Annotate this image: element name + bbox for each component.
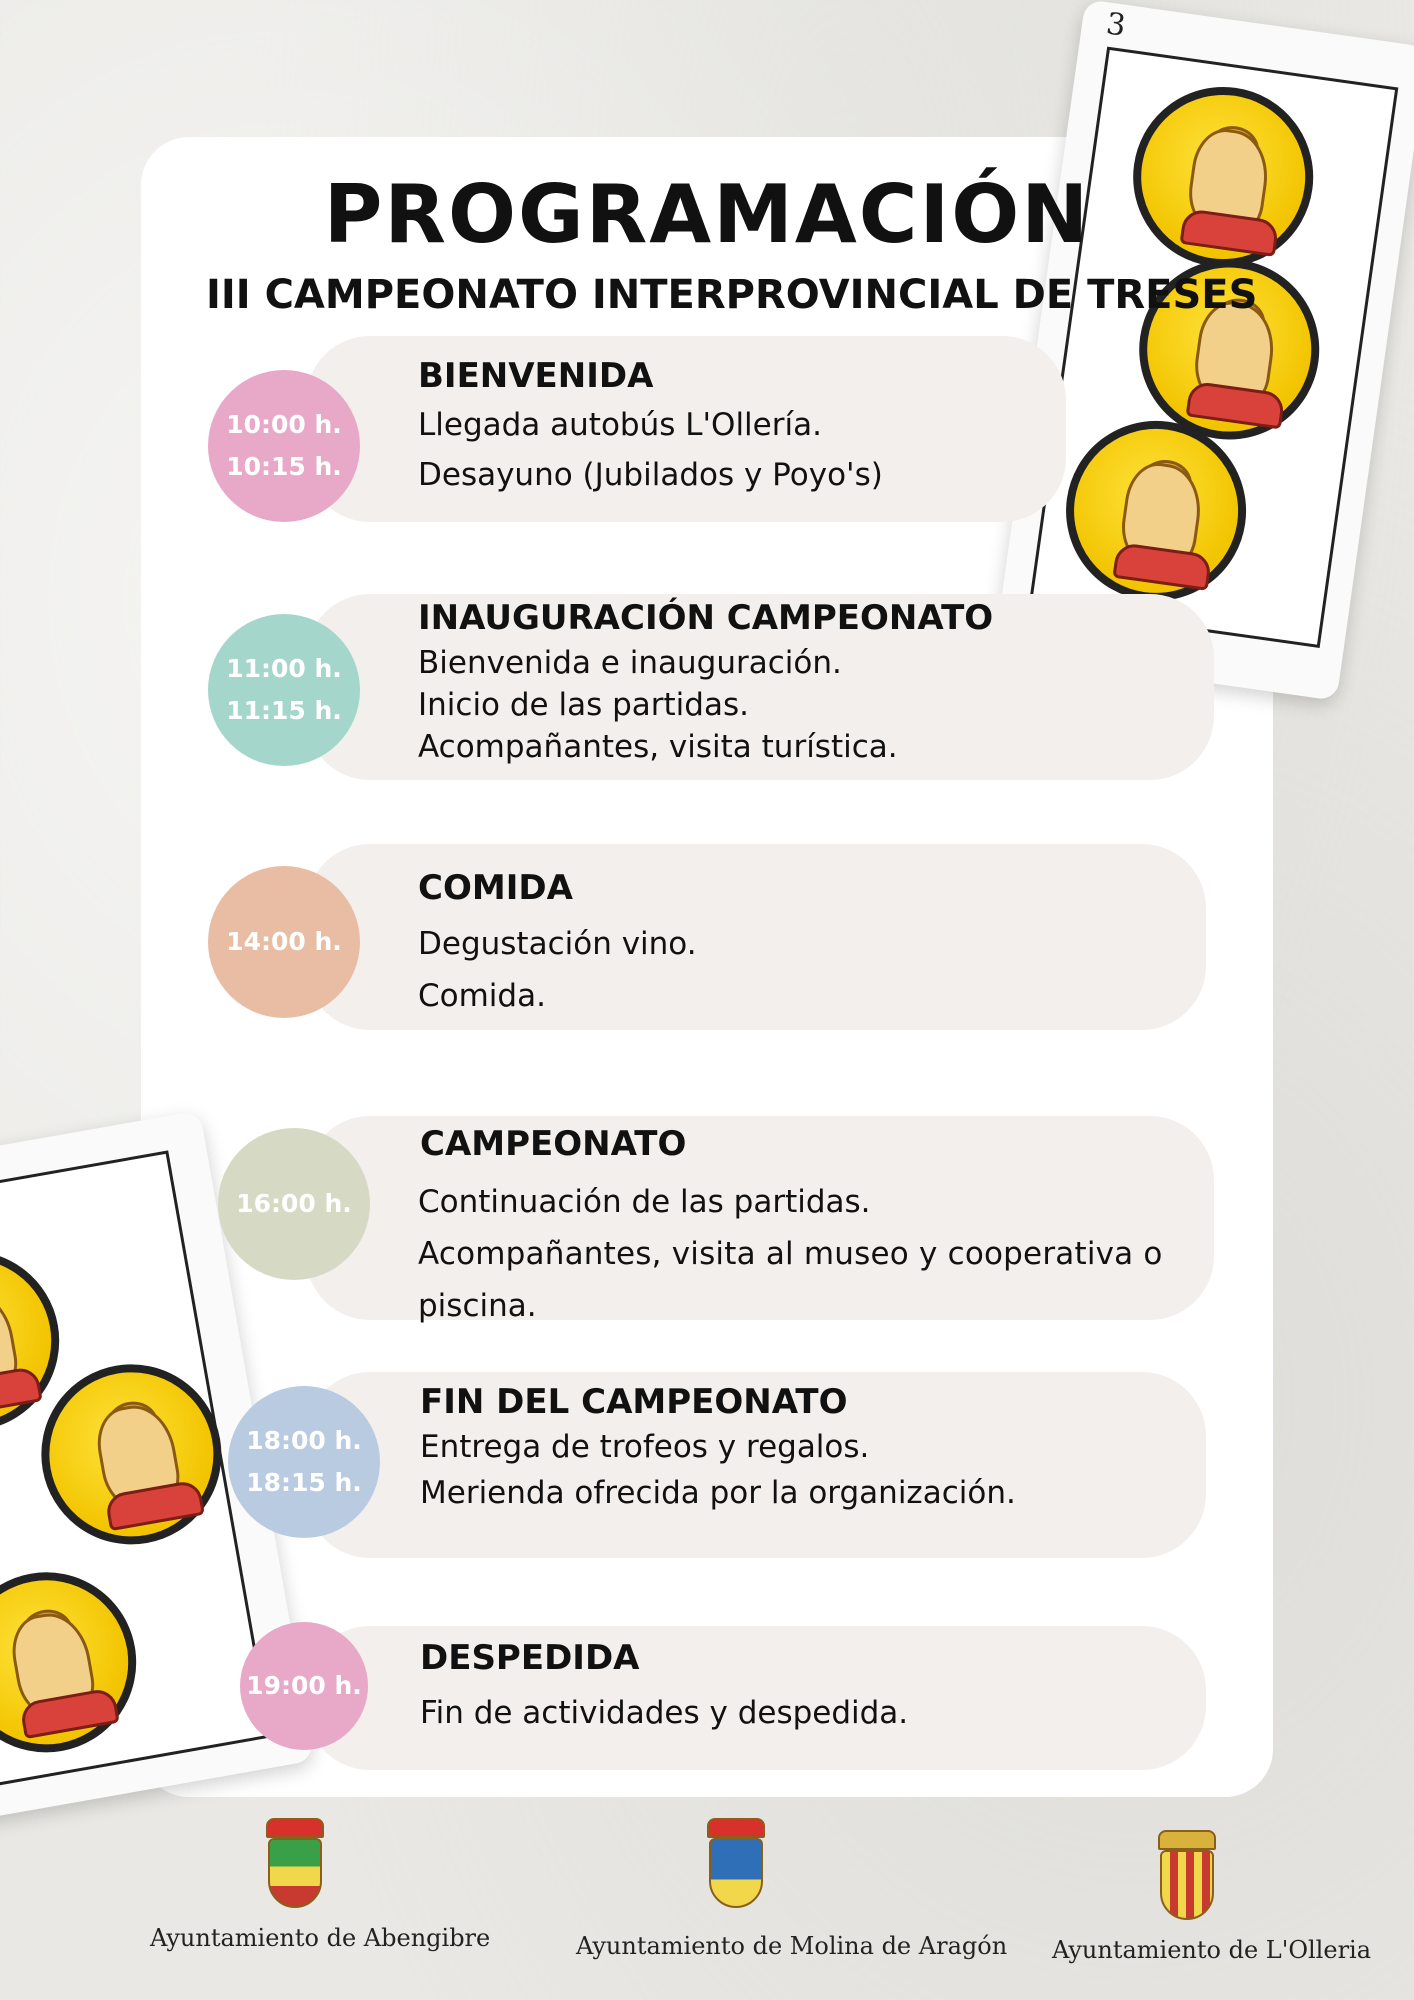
detail-line: Inicio de las partidas. <box>418 687 749 723</box>
time-start: 18:00 h. <box>246 1426 362 1455</box>
schedule-title: CAMPEONATO <box>420 1124 687 1164</box>
time-badge <box>228 1386 380 1538</box>
page-subtitle: III CAMPEONATO INTERPROVINCIAL DE TRESES <box>206 272 1258 318</box>
time-start: 14:00 h. <box>226 927 342 956</box>
time-start: 16:00 h. <box>236 1189 352 1218</box>
time-end: 10:15 h. <box>226 452 342 481</box>
card-number: 3 <box>1103 6 1128 44</box>
detail-line: Desayuno (Jubilados y Poyo's) <box>418 457 883 493</box>
footer-label: Ayuntamiento de Abengibre <box>150 1924 491 1952</box>
footer-label: Ayuntamiento de Molina de Aragón <box>576 1932 1008 1960</box>
detail-line: Acompañantes, visita turística. <box>418 729 898 765</box>
schedule-title: BIENVENIDA <box>418 356 654 396</box>
schedule-title: FIN DEL CAMPEONATO <box>420 1382 848 1422</box>
time-badge <box>240 1622 368 1750</box>
time-end: 11:15 h. <box>226 696 342 725</box>
schedule-title: DESPEDIDA <box>420 1638 640 1678</box>
schedule-title: COMIDA <box>418 868 573 908</box>
schedule-details <box>418 1176 1163 1332</box>
schedule-title: INAUGURACIÓN CAMPEONATO <box>418 598 994 638</box>
detail-line: Bienvenida e inauguración. <box>418 645 842 681</box>
card-border <box>1028 47 1398 648</box>
schedule-details <box>418 918 697 1022</box>
detail-line: Continuación de las partidas. <box>418 1184 871 1220</box>
time-badge <box>208 866 360 1018</box>
time-badge <box>208 370 360 522</box>
detail-line: Acompañantes, visita al museo y cooperativa o <box>418 1236 1163 1272</box>
schedule-details <box>418 400 883 500</box>
detail-line: piscina. <box>418 1288 537 1324</box>
coin-icon <box>1054 409 1257 612</box>
coin-icon <box>0 1558 150 1767</box>
schedule-details <box>420 1688 908 1738</box>
schedule-details <box>420 1424 1016 1516</box>
time-start: 11:00 h. <box>226 654 342 683</box>
detail-line: Fin de actividades y despedida. <box>420 1695 909 1731</box>
detail-line: Comida. <box>418 978 546 1014</box>
page-title: PROGRAMACIÓN <box>323 168 1091 261</box>
time-end: 18:15 h. <box>246 1468 362 1497</box>
detail-line: Merienda ofrecida por la organización. <box>420 1475 1016 1511</box>
time-start: 19:00 h. <box>246 1671 362 1700</box>
detail-line: Llegada autobús L'Ollería. <box>418 407 822 443</box>
schedule-details <box>418 642 898 768</box>
coin-icon <box>27 1350 236 1559</box>
footer-label: Ayuntamiento de L'Olleria <box>1052 1936 1372 1964</box>
detail-line: Degustación vino. <box>418 926 697 962</box>
time-badge <box>218 1128 370 1280</box>
detail-line: Entrega de trofeos y regalos. <box>420 1429 870 1465</box>
time-badge <box>208 614 360 766</box>
time-start: 10:00 h. <box>226 410 342 439</box>
